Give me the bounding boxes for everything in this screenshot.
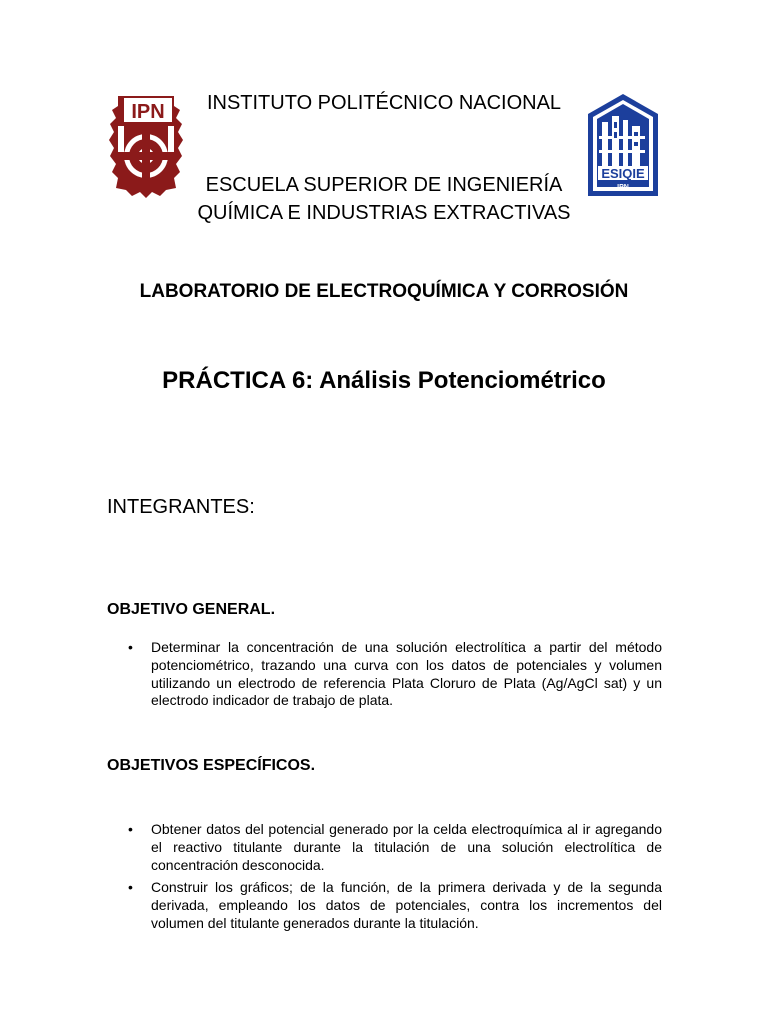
institute-name: INSTITUTO POLITÉCNICO NACIONAL [206, 92, 562, 114]
list-item [107, 821, 662, 874]
list-item-text: Construir los gráficos; de la función, de la primera derivada y de la segunda derivada, empleando los datos de potenciales, contra los incrementos del volumen del titulante generados durante la titulación. [151, 879, 662, 931]
objetivos-especificos-list [107, 821, 662, 933]
practice-title: PRÁCTICA 6: Análisis Potenciométrico [162, 367, 606, 394]
school-name-line2: QUÍMICA E INDUSTRIAS EXTRACTIVAS [197, 202, 571, 224]
ipn-logo-text: IPN [131, 101, 165, 123]
bullet-icon: • [128, 879, 133, 896]
objetivo-general-list [107, 639, 662, 710]
list-item-text: Obtener datos del potencial generado por la celda electroquímica al ir agregando el reactivo titulante durante la titulación de una solución electrolítica de concentración desconocida. [151, 821, 662, 873]
list-item [107, 639, 662, 710]
school-name [0, 171, 768, 227]
objetivos-especificos-heading: OBJETIVOS ESPECÍFICOS. [107, 757, 316, 774]
school-name-line1: ESCUELA SUPERIOR DE INGENIERÍA [205, 174, 563, 196]
list-item-text: Determinar la concentración de una solución electrolítica a partir del método potenciométrico, trazando una curva con los datos de potenciales y volumen utilizando un electrodo de referencia Plata Cloruro de Plata (Ag/AgCl sat) y un electrodo indicador de trabajo de plata. [151, 639, 662, 709]
bullet-icon: • [128, 639, 133, 655]
objetivo-general-heading: OBJETIVO GENERAL. [107, 601, 276, 618]
integrantes-label: INTEGRANTES: [107, 496, 255, 518]
list-item [107, 879, 662, 932]
lab-title: LABORATORIO DE ELECTROQUÍMICA Y CORROSIÓN [139, 281, 629, 302]
esiqie-logo-text: ESIQIE [601, 166, 645, 181]
esiqie-logo-subtext: IPN [617, 184, 629, 191]
bullet-icon: • [128, 821, 133, 837]
